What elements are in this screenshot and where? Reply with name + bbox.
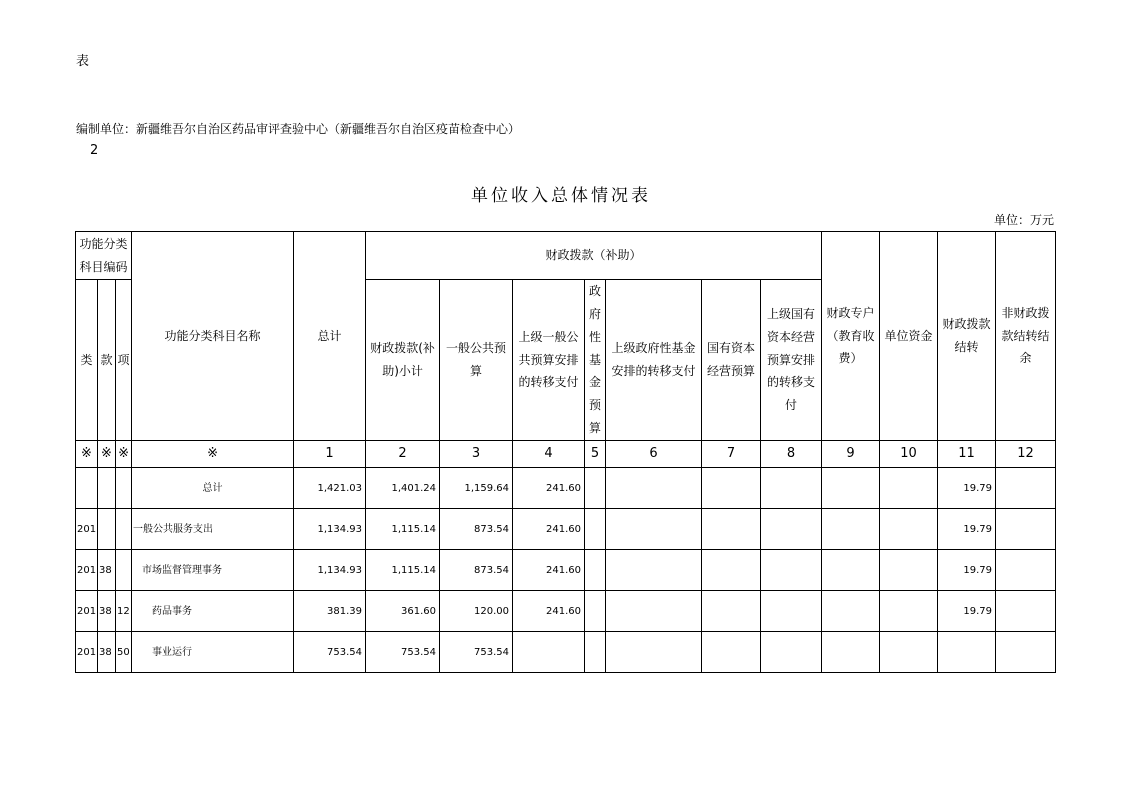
code-cell xyxy=(98,509,116,550)
code-cell xyxy=(116,468,132,509)
header-col-2: 财政拨款(补 助)小计 xyxy=(366,280,440,441)
header-col-11: 财政拨款 结转 xyxy=(938,232,996,441)
amount-cell xyxy=(606,591,702,632)
page-number: 2 xyxy=(90,143,99,158)
amount-cell: 381.39 xyxy=(294,591,366,632)
amount-cell xyxy=(606,550,702,591)
amount-cell xyxy=(761,632,822,673)
code-cell: 12 xyxy=(116,591,132,632)
amount-cell xyxy=(702,550,761,591)
header-total: 总计 xyxy=(294,232,366,441)
currency-unit: 单位：万元 xyxy=(993,213,1054,227)
code-cell: 201 xyxy=(76,509,98,550)
amount-cell xyxy=(702,509,761,550)
amount-cell xyxy=(585,632,606,673)
amount-cell xyxy=(996,468,1056,509)
amount-cell: 19.79 xyxy=(938,550,996,591)
index-row xyxy=(76,441,1056,468)
subject-name-cell xyxy=(132,591,294,632)
amount-cell xyxy=(702,591,761,632)
header-col-4: 上级一般公 共预算安排 的转移支付 xyxy=(513,280,585,441)
amount-cell xyxy=(938,632,996,673)
amount-cell xyxy=(880,632,938,673)
amount-cell xyxy=(996,591,1056,632)
index-cell: ※ xyxy=(76,441,98,468)
subject-name: 一般公共服务支出 xyxy=(133,523,214,535)
index-cell: 3 xyxy=(440,441,513,468)
amount-cell xyxy=(702,632,761,673)
amount-cell: 241.60 xyxy=(513,591,585,632)
subject-name: 药品事务 xyxy=(152,605,193,617)
subject-name: 市场监督管理事务 xyxy=(142,564,223,576)
header-code-lei: 类 xyxy=(76,280,98,441)
amount-cell xyxy=(761,468,822,509)
amount-cell: 19.79 xyxy=(938,468,996,509)
table-row xyxy=(76,591,1056,632)
code-cell xyxy=(116,509,132,550)
code-cell: 38 xyxy=(98,591,116,632)
amount-cell: 120.00 xyxy=(440,591,513,632)
index-cell: 10 xyxy=(880,441,938,468)
code-cell: 38 xyxy=(98,550,116,591)
amount-cell: 753.54 xyxy=(366,632,440,673)
amount-cell xyxy=(585,468,606,509)
amount-cell: 753.54 xyxy=(294,632,366,673)
code-cell: 38 xyxy=(98,632,116,673)
amount-cell xyxy=(822,591,880,632)
table-row xyxy=(76,550,1056,591)
table-row xyxy=(76,468,1056,509)
header-col-5: 政 府 性 基 金 预 算 xyxy=(585,280,606,441)
amount-cell xyxy=(880,591,938,632)
index-cell: 5 xyxy=(585,441,606,468)
top-label: 表 xyxy=(76,54,90,69)
amount-cell xyxy=(585,550,606,591)
amount-cell xyxy=(606,509,702,550)
document-title: 单位收入总体情况表 xyxy=(471,186,651,206)
amount-cell: 873.54 xyxy=(440,509,513,550)
header-code-xiang: 项 xyxy=(116,280,132,441)
header-col-7: 国有资本 经营预算 xyxy=(702,280,761,441)
amount-cell xyxy=(822,550,880,591)
amount-cell: 361.60 xyxy=(366,591,440,632)
subject-name: 总计 xyxy=(202,482,223,494)
code-cell: 50 xyxy=(116,632,132,673)
subject-name-cell xyxy=(132,468,294,509)
index-cell: 12 xyxy=(996,441,1056,468)
compiling-unit: 编制单位：新疆维吾尔自治区药品审评查验中心（新疆维吾尔自治区疫苗检查中心） xyxy=(76,122,521,136)
amount-cell xyxy=(822,468,880,509)
amount-cell: 241.60 xyxy=(513,550,585,591)
header-fiscal-group: 财政拨款（补助） xyxy=(366,232,822,280)
header-col-3: 一般公共预 算 xyxy=(440,280,513,441)
header-col-8: 上级国有 资本经营 预算安排 的转移支 付 xyxy=(761,280,822,441)
amount-cell: 753.54 xyxy=(440,632,513,673)
amount-cell xyxy=(822,509,880,550)
amount-cell xyxy=(585,591,606,632)
code-cell: 201 xyxy=(76,632,98,673)
index-cell: 2 xyxy=(366,441,440,468)
table-row xyxy=(76,632,1056,673)
amount-cell: 1,115.14 xyxy=(366,509,440,550)
subject-name-cell xyxy=(132,509,294,550)
index-cell: ※ xyxy=(116,441,132,468)
code-cell xyxy=(98,468,116,509)
index-cell: 11 xyxy=(938,441,996,468)
amount-cell xyxy=(880,509,938,550)
amount-cell: 1,159.64 xyxy=(440,468,513,509)
index-cell: 1 xyxy=(294,441,366,468)
amount-cell xyxy=(822,632,880,673)
index-cell: 6 xyxy=(606,441,702,468)
index-cell: 8 xyxy=(761,441,822,468)
index-cell: ※ xyxy=(98,441,116,468)
amount-cell xyxy=(880,550,938,591)
amount-cell xyxy=(606,468,702,509)
subject-name-cell xyxy=(132,632,294,673)
amount-cell xyxy=(880,468,938,509)
header-col-9: 财政专户 （教育收 费） xyxy=(822,232,880,441)
index-cell: 4 xyxy=(513,441,585,468)
income-summary-table xyxy=(75,231,1056,673)
header-code-kuan: 款 xyxy=(98,280,116,441)
amount-cell xyxy=(513,632,585,673)
index-cell: 7 xyxy=(702,441,761,468)
code-cell xyxy=(116,550,132,591)
amount-cell: 241.60 xyxy=(513,468,585,509)
amount-cell xyxy=(761,509,822,550)
amount-cell xyxy=(761,591,822,632)
amount-cell xyxy=(996,550,1056,591)
amount-cell xyxy=(761,550,822,591)
subject-name: 事业运行 xyxy=(152,646,193,658)
amount-cell xyxy=(702,468,761,509)
code-cell: 201 xyxy=(76,550,98,591)
amount-cell xyxy=(606,632,702,673)
index-cell: 9 xyxy=(822,441,880,468)
amount-cell: 1,401.24 xyxy=(366,468,440,509)
amount-cell: 1,115.14 xyxy=(366,550,440,591)
amount-cell: 241.60 xyxy=(513,509,585,550)
index-cell: ※ xyxy=(132,441,294,468)
header-col-12: 非财政拨 款结转结 余 xyxy=(996,232,1056,441)
header-name: 功能分类科目名称 xyxy=(132,232,294,441)
amount-cell xyxy=(996,632,1056,673)
amount-cell: 19.79 xyxy=(938,509,996,550)
amount-cell: 873.54 xyxy=(440,550,513,591)
amount-cell: 1,134.93 xyxy=(294,550,366,591)
amount-cell xyxy=(585,509,606,550)
amount-cell xyxy=(996,509,1056,550)
amount-cell: 1,421.03 xyxy=(294,468,366,509)
code-cell: 201 xyxy=(76,591,98,632)
header-col-6: 上级政府性基金 安排的转移支付 xyxy=(606,280,702,441)
header-code-group: 功能分类 科目编码 xyxy=(76,232,132,280)
header-col-10: 单位资金 xyxy=(880,232,938,441)
amount-cell: 1,134.93 xyxy=(294,509,366,550)
subject-name-cell xyxy=(132,550,294,591)
code-cell xyxy=(76,468,98,509)
amount-cell: 19.79 xyxy=(938,591,996,632)
table-row xyxy=(76,509,1056,550)
